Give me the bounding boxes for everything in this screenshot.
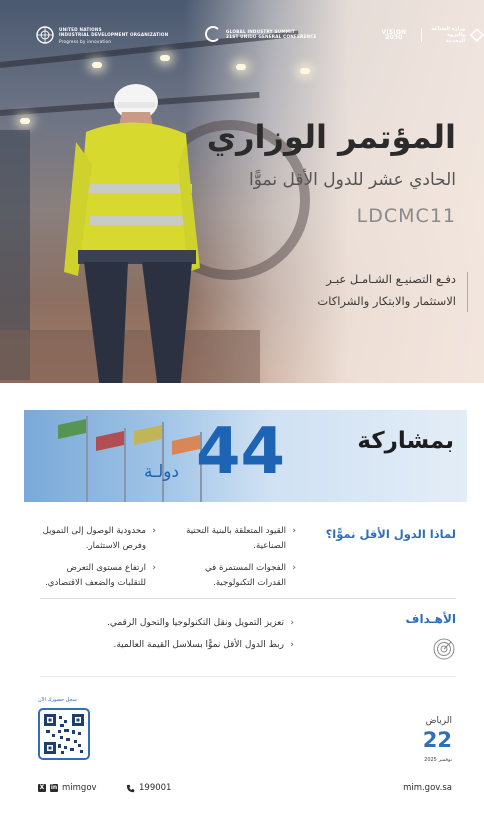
gis-name: GLOBAL INDUSTRY SUMMIT 21ST UNIDO GENERAL CONFERENCE (226, 29, 317, 39)
phone-contact[interactable] (126, 783, 171, 793)
why-column-2 (36, 524, 156, 598)
logo-divider (421, 28, 422, 42)
page-subtitle: الحادي عشر للدول الأقل نموًّا (248, 170, 456, 190)
list-item: ‹ ربط الدول الأقل نموًّا بسلاسل القيمة العالمية. (107, 634, 294, 656)
flag (96, 431, 124, 451)
ministry-name: وزارة الصناعة والثروة المعدنية (431, 26, 466, 44)
website-link[interactable] (403, 783, 452, 793)
list-item: ‹ الفجوات المستمرة في القدرات التكنولوجية. (176, 561, 296, 591)
section-divider (40, 598, 456, 599)
register-label: سجل حضورك الآن (38, 697, 77, 703)
event-month: نوفمبر 2025 (424, 757, 452, 763)
ceiling-light (92, 62, 102, 68)
ceiling-light (160, 55, 170, 61)
website-text: mim.gov.sa (403, 783, 452, 793)
flag (58, 419, 86, 439)
ceiling-light (236, 64, 246, 70)
list-item: ‹ ارتفاع مستوى التعرض للتقلبات والضعف الاقتصادي. (36, 561, 156, 591)
gis-logo (205, 26, 317, 42)
tagline-line-2: الاستثمار والابتكار والشراكات (317, 294, 456, 308)
unido-tagline: Progress by innovation (59, 38, 112, 44)
conference-tagline (256, 268, 456, 312)
target-icon (433, 638, 455, 660)
x-icon[interactable]: X (39, 784, 45, 791)
conference-code: LDCMC11 (356, 205, 456, 227)
goals-list (107, 612, 294, 656)
linkedin-icon[interactable]: in (50, 784, 58, 791)
ceiling-light (300, 68, 310, 74)
hero-banner (0, 0, 484, 383)
ksa-logos (372, 26, 484, 44)
why-column-1 (176, 524, 296, 598)
worker-illustration (64, 72, 214, 383)
event-city: الرياض (425, 716, 452, 726)
qr-pattern (44, 714, 84, 754)
phone-number: 199001 (139, 783, 172, 793)
page-title: المؤتمر الوزاري (206, 118, 456, 156)
country-count-unit: دولـة (144, 462, 180, 482)
flagpole (86, 416, 88, 502)
ministry-logo-icon (470, 28, 484, 42)
goals-heading: الأهـداف (405, 612, 456, 626)
why-ldcs-heading: لماذا الدول الأقل نموًّا؟ (325, 527, 456, 541)
tagline-line-1: دفـع التصنيـع الشـامـل عبـر (326, 272, 456, 286)
list-item: ‹ تعزيز التمويل ونقل التكنولوجيا والتحول الرقمي. (107, 612, 294, 634)
list-item: ‹ محدودية الوصول إلى التمويل وفرص الاستثمار. (36, 524, 156, 554)
flag (134, 425, 162, 445)
phone-icon (126, 784, 135, 793)
ceiling-light (20, 118, 30, 124)
gis-logo-icon (205, 26, 221, 42)
participation-label: بمشاركة (357, 428, 454, 454)
partner-logos (0, 26, 484, 54)
social-handle[interactable] (38, 783, 97, 793)
event-day: 22 (422, 728, 452, 752)
section-divider (40, 676, 456, 677)
flagpole (124, 428, 126, 502)
unido-name: UNITED NATIONS INDUSTRIAL DEVELOPMENT ORGANIZATION (59, 26, 169, 37)
vision-2030-icon: VISION 2030 (381, 29, 407, 41)
social-handle-text: mimgov (62, 783, 97, 793)
list-item: ‹ القيود المتعلقة بالبنية التحتية الصناعية. (176, 524, 296, 554)
un-emblem-icon (36, 26, 54, 44)
country-count: 44 (196, 415, 286, 489)
unido-logo (36, 26, 168, 44)
qr-code-icon[interactable] (38, 708, 90, 760)
